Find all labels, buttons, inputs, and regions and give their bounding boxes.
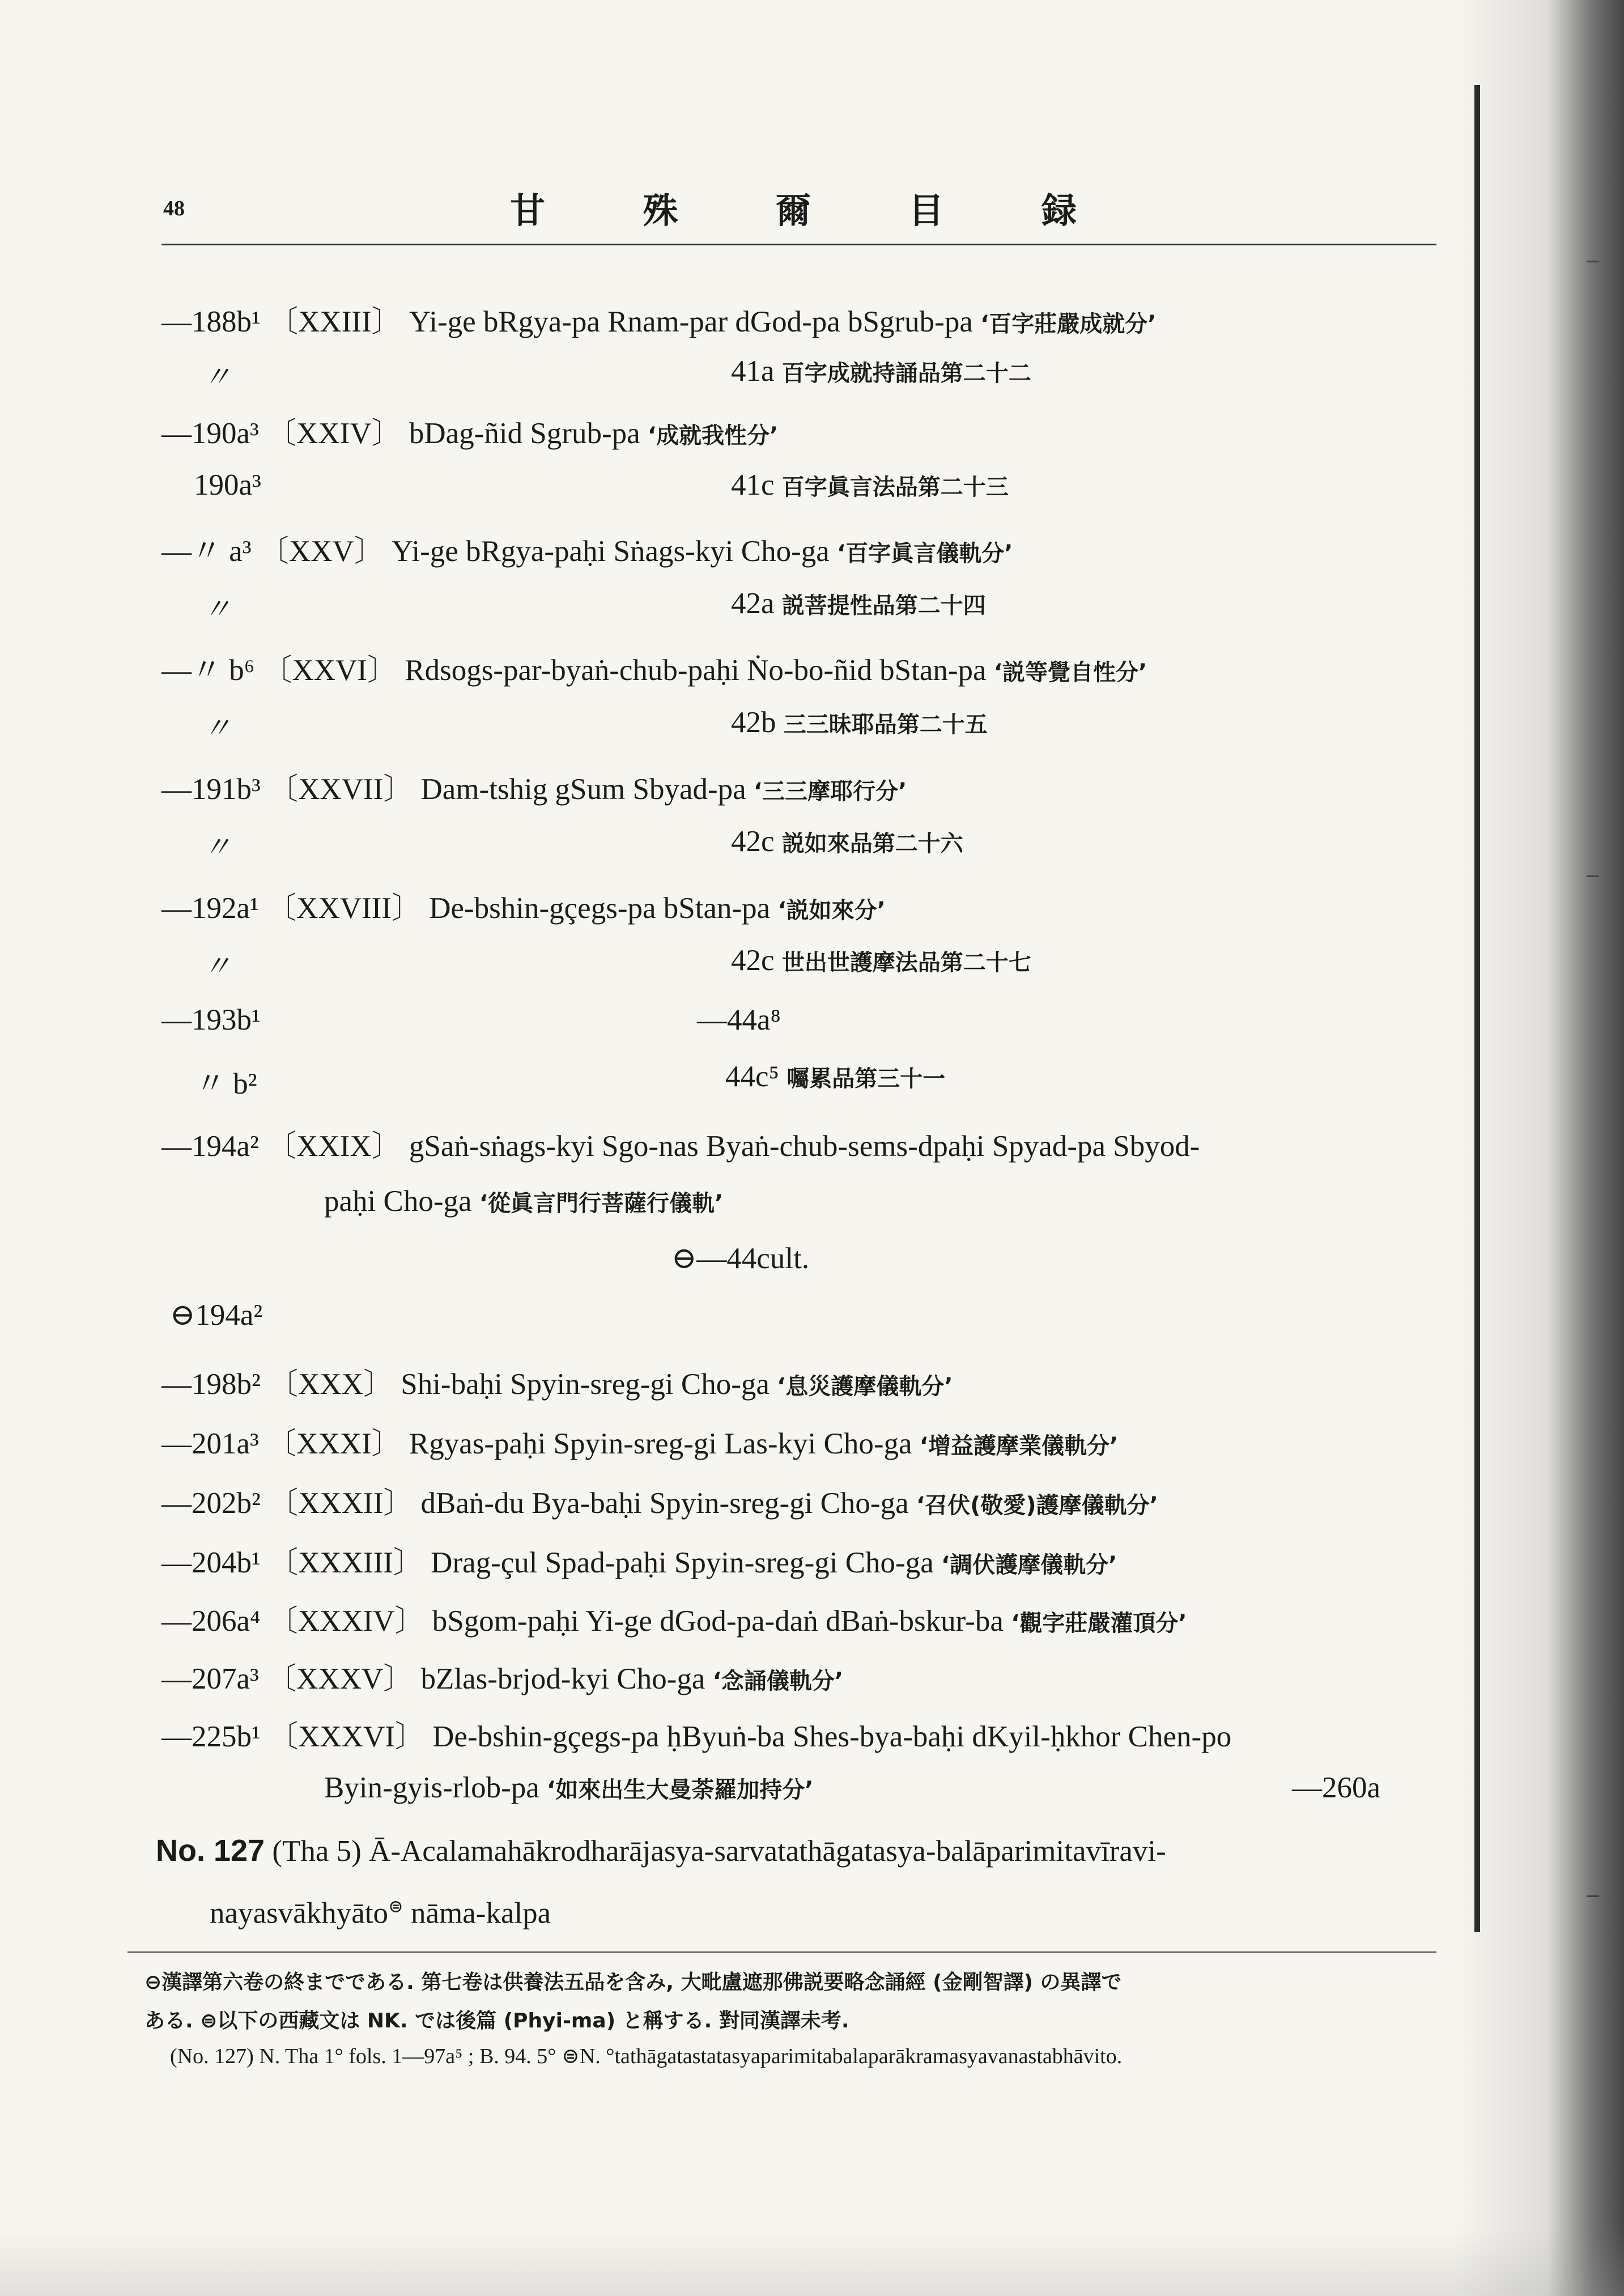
page-edge-line [1474, 85, 1480, 1932]
entry-title-continued [210, 1895, 551, 1931]
ref: —206a⁴ [161, 1605, 261, 1638]
title-char: 殊 [643, 190, 678, 231]
footnote-line: (No. 127) N. Tha 1° fols. 1—97a⁵ ; B. 94. 5° ⊜N. °tathāgatastatasyaparimitabalaparākramasyavanastabhāvito. [170, 2044, 1123, 2068]
end-folio: —260a [1292, 1771, 1381, 1804]
catalog-row [161, 765, 907, 808]
folio-row [731, 586, 986, 620]
folio: ⊖—44cult. [671, 1242, 810, 1275]
ref: —〃 a³ [161, 535, 252, 568]
catalog-row [161, 1655, 843, 1698]
ref: —225b¹ [161, 1720, 261, 1753]
tibetan-title: bSgom-paḥi Yi-ge dGod-pa-daṅ dBaṅ-bskur-ba [432, 1605, 1004, 1638]
catalog-row [161, 1122, 1200, 1165]
catalog-row [161, 884, 886, 927]
margin-mark [1587, 875, 1599, 877]
folio: 41c [731, 469, 775, 501]
ref: —188b¹ [161, 305, 261, 338]
page-number: 48 [163, 197, 185, 220]
ref: —〃 b⁶ [161, 654, 255, 687]
entry-code: (Tha 5) [272, 1835, 362, 1868]
catalog-row-continuation [324, 1184, 723, 1218]
chinese-chapter: 囑累品第三十一 [787, 1066, 946, 1092]
folio: 42a [731, 587, 775, 620]
ref: —193b¹ [161, 1004, 261, 1036]
japanese-title: ‘從眞言門行菩薩行儀軌’ [479, 1190, 724, 1217]
japanese-title: ‘增益護摩業儀軌分’ [919, 1433, 1119, 1459]
chapter-numeral: 〔XXIII〕 [268, 305, 402, 338]
japanese-title: ‘成就我性分’ [647, 423, 779, 449]
chapter-numeral: 〔XXX〕 [268, 1368, 393, 1401]
ref: ⊖194a² [170, 1299, 263, 1332]
catalog-row [161, 646, 1147, 689]
margin-mark [1587, 1895, 1599, 1897]
chapter-numeral: 〔XXVIII〕 [266, 892, 422, 925]
folio: 42c [731, 944, 775, 977]
catalog-row [161, 1712, 1231, 1755]
tibetan-title: Rdsogs-par-byaṅ-chub-paḥi Ṅo-bo-ñid bStan-pa [405, 654, 987, 687]
chapter-numeral: 〔XXXII〕 [268, 1487, 414, 1520]
tibetan-title: De-bshin-gçegs-pa bStan-pa [429, 892, 771, 925]
ref: —207a³ [161, 1663, 259, 1695]
entry-title: Ā-Acalamahākrodharājasya-sarvatathāgatasya-balāparimitavīravi- [369, 1835, 1166, 1868]
japanese-title: ‘調伏護摩儀軌分’ [941, 1552, 1117, 1578]
japanese-title: ‘百字莊嚴成就分’ [980, 311, 1157, 337]
ref: 〃 b² [195, 1068, 257, 1100]
ref: —201a³ [161, 1427, 259, 1460]
folio: 42b [731, 706, 776, 739]
ditto-mark: 〃 [203, 361, 231, 393]
scan-noise [0, 2228, 1624, 2296]
chinese-chapter: 説如來品第二十六 [781, 831, 963, 857]
entry-title-tail: nāma-kalpa [411, 1897, 551, 1930]
ref: —204b¹ [161, 1546, 261, 1579]
catalog-row [161, 527, 1013, 570]
chapter-numeral: 〔XXVII〕 [268, 773, 414, 806]
ref: —194a² [161, 1130, 259, 1163]
note-mark: ⊜ [388, 1896, 403, 1916]
tibetan-title: paḥi Cho-ga [324, 1185, 472, 1218]
tibetan-title: dBaṅ-du Bya-baḥi Spyin-sreg-gi Cho-ga [420, 1487, 909, 1520]
tibetan-title: Dam-tshig gSum Sbyad-pa [420, 773, 746, 806]
ditto-mark: 〃 [203, 950, 231, 982]
page-title [510, 182, 1077, 233]
ref: 190a³ [194, 469, 261, 501]
tibetan-title: gSaṅ-sṅags-kyi Sgo-nas Byaṅ-chub-sems-dpaḥi Spyad-pa Sbyod- [409, 1130, 1200, 1163]
japanese-title: ‘念誦儀軌分’ [712, 1668, 844, 1694]
japanese-title: ‘召伏(敬愛)護摩儀軌分’ [916, 1493, 1158, 1519]
title-char: 爾 [775, 190, 811, 231]
japanese-title: ‘息災護摩儀軌分’ [777, 1374, 953, 1400]
ref: —202b² [161, 1487, 261, 1520]
title-char: 甘 [510, 190, 546, 231]
title-char: 目 [908, 190, 944, 231]
ditto-mark: 〃 [203, 712, 231, 744]
japanese-title: ‘三三摩耶行分’ [753, 779, 907, 805]
footnote-line: ⊖漢譯第六卷の終までである. 第七卷は供養法五品を含み, 大毗盧遮那佛説要略念誦經 (金剛智譯) の異譯で [144, 1971, 1122, 1994]
japanese-title: ‘百字眞言儀軌分’ [837, 541, 1013, 567]
ref: —191b³ [161, 773, 261, 806]
tibetan-title: bZlas-brjod-kyi Cho-ga [420, 1663, 705, 1695]
japanese-title: ‘觀字莊嚴灌頂分’ [1011, 1610, 1187, 1636]
chapter-numeral: 〔XXVI〕 [262, 654, 397, 687]
title-char: 録 [1041, 190, 1077, 231]
chapter-numeral: 〔XXXVI〕 [268, 1720, 425, 1753]
catalog-row [161, 297, 1157, 341]
ref: —190a³ [161, 417, 259, 450]
japanese-title: ‘説如來分’ [777, 898, 886, 924]
chinese-chapter: 三三昧耶品第二十五 [783, 712, 988, 738]
footnote-line: ある. ⊜以下の西藏文は NK. では後篇 (Phyi-ma) と稱する. 對同漢譯未考. [144, 2009, 849, 2033]
catalog-row [161, 1360, 953, 1403]
tibetan-title: Shi-baḥi Spyin-sreg-gi Cho-ga [401, 1368, 770, 1401]
folio-row [731, 468, 1009, 502]
chapter-numeral: 〔XXV〕 [258, 535, 384, 568]
ref: —192a¹ [161, 892, 259, 925]
ditto-mark: 〃 [203, 831, 231, 863]
folio: —44a⁸ [697, 1004, 781, 1036]
tibetan-title: Yi-ge bRgya-pa Rnam-par dGod-pa bSgrub-pa [409, 305, 973, 338]
chinese-chapter: 百字成就持誦品第二十二 [781, 360, 1031, 386]
entry-title-part: nayasvākhyāto [210, 1897, 388, 1930]
footnote-rule [127, 1951, 1436, 1953]
folio-row [731, 824, 963, 858]
chinese-chapter: 百字眞言法品第二十三 [781, 474, 1009, 500]
entry-number: No. 127 [156, 1834, 265, 1868]
tibetan-title: Yi-ge bRgya-paḥi Sṅags-kyi Cho-ga [392, 535, 830, 568]
folio-row [731, 705, 988, 739]
catalog-row [161, 1597, 1187, 1640]
chapter-numeral: 〔XXXIII〕 [268, 1546, 423, 1579]
chapter-numeral: 〔XXXI〕 [266, 1427, 402, 1460]
catalog-row [161, 1419, 1118, 1462]
folio: 42c [731, 825, 775, 858]
tibetan-title: Rgyas-paḥi Spyin-sreg-gi Las-kyi Cho-ga [409, 1427, 912, 1460]
chapter-numeral: 〔XXXV〕 [266, 1663, 414, 1695]
tibetan-title: Byin-gyis-rlob-pa [324, 1771, 539, 1804]
ref: —198b² [161, 1368, 261, 1401]
folio-row [725, 1060, 945, 1094]
tibetan-title: De-bshin-gçegs-pa ḥByuṅ-ba Shes-bya-baḥi dKyil-ḥkhor Chen-po [432, 1720, 1232, 1753]
folio: 41a [731, 355, 775, 388]
entry-heading [156, 1833, 1166, 1868]
tibetan-title: bDag-ñid Sgrub-pa [409, 417, 640, 450]
chapter-numeral: 〔XXIV〕 [266, 417, 402, 450]
tibetan-title: Drag-çul Spad-paḥi Spyin-sreg-gi Cho-ga [431, 1546, 934, 1579]
chapter-numeral: 〔XXIX〕 [266, 1130, 402, 1163]
header-rule [161, 244, 1436, 245]
margin-mark [1587, 261, 1599, 262]
folio: 44c⁵ [725, 1060, 780, 1093]
catalog-row-continuation [324, 1771, 813, 1805]
chapter-numeral: 〔XXXIV〕 [267, 1605, 425, 1638]
folio-row [731, 943, 1031, 977]
catalog-row [161, 1538, 1117, 1581]
japanese-title: ‘如來出生大曼荼羅加持分’ [547, 1777, 814, 1803]
japanese-title: ‘説等覺自性分’ [993, 660, 1147, 686]
chinese-chapter: 説菩提性品第二十四 [781, 593, 986, 619]
catalog-row [161, 1479, 1158, 1522]
catalog-row [161, 409, 778, 452]
chinese-chapter: 世出世護摩法品第二十七 [781, 950, 1031, 976]
folio-row [731, 354, 1031, 388]
ditto-mark: 〃 [203, 593, 231, 625]
